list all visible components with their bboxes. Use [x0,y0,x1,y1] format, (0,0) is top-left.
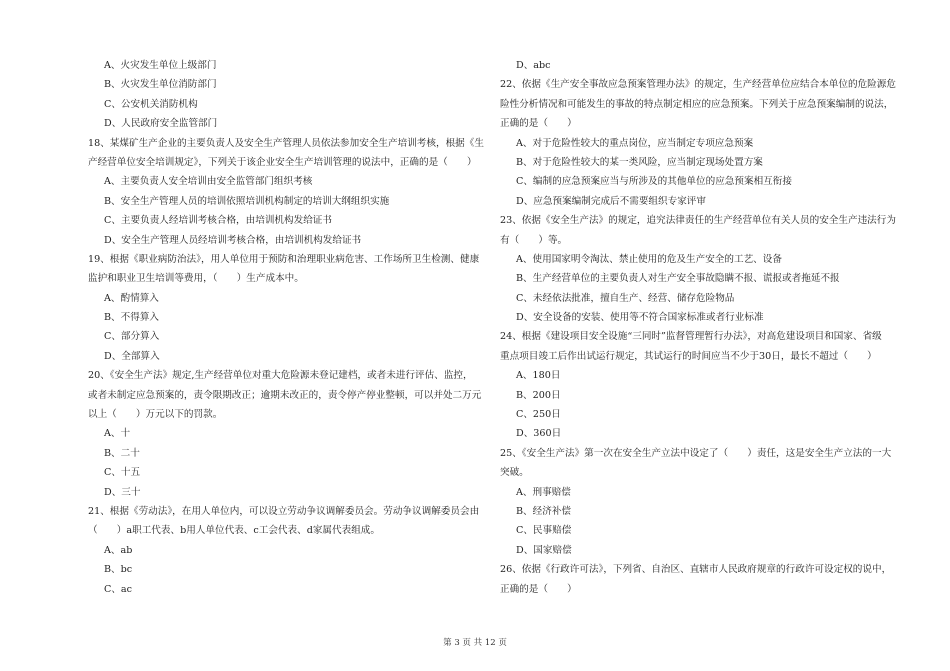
question-text: 监护和职业卫生培训等费用，（ ）生产成本中。 [88,273,304,285]
answer-option: A、使用国家明令淘汰、禁止使用的危及生产安全的工艺、设备 [516,253,782,265]
question-text: 23、依据《安全生产法》的规定，追究法律责任的生产经营单位有关人员的安全生产违法行为 [500,215,896,227]
answer-option: B、生产经营单位的主要负责人对生产安全事故隐瞒不报、谎报或者拖延不报 [516,273,840,285]
answer-option: A、火灾发生单位上级部门 [104,60,217,71]
answer-option: A、ab [104,544,133,556]
answer-option: D、三十 [104,486,141,498]
question-text: （ ）a职工代表、b用人单位代表、c工会代表、d家属代表组成。 [88,525,380,537]
answer-option: A、对于危险性较大的重点岗位，应当制定专项应急预案 [516,137,754,149]
question-text: 21、根据《劳动法》，在用人单位内，可以设立劳动争议调解委员会。劳动争议调解委员会由 [88,505,480,517]
answer-option: A、主要负责人安全培训由安全监管部门组织考核 [104,176,313,188]
answer-option: B、安全生产管理人员的培训依照培训机构制定的培训大纲组织实施 [104,195,390,207]
left-column [88,56,493,599]
answer-option: D、人民政府安全监管部门 [104,118,218,130]
answer-option: A、十 [104,428,131,440]
answer-option: C、250日 [516,409,561,421]
question-text: 以上（ ）万元以下的罚款。 [88,409,223,421]
answer-option: A、刑事赔偿 [516,486,571,498]
answer-option: C、部分算入 [104,331,160,343]
question-text: 18、某煤矿生产企业的主要负责人及安全生产管理人员依法参加安全生产培训考核，根据《生 [88,137,484,149]
question-text: 有（ ）等。 [500,234,568,246]
question-text: 25、《安全生产法》第一次在安全生产立法中设定了（ ）责任，这是安全生产立法的一大 [500,447,892,459]
question-text: 突破。 [500,467,529,479]
answer-option: D、全部算入 [104,350,160,362]
answer-option: B、二十 [104,447,140,459]
answer-option: B、经济补偿 [516,505,572,517]
answer-option: D、安全生产管理人员经培训考核合格，由培训机构发给证书 [104,234,362,246]
answer-option: C、编制的应急预案应当与所涉及的其他单位的应急预案相互衔接 [516,176,792,188]
answer-option: C、ac [104,583,133,595]
answer-option: D、abc [516,60,551,71]
answer-option: C、民事赔偿 [516,525,572,537]
answer-option: C、未经依法批准，擅自生产、经营、储存危险物品 [516,292,735,304]
question-text: 26、依据《行政许可法》，下列省、自治区、直辖市人民政府规章的行政许可设定权的说中， [500,564,892,576]
answer-option: B、火灾发生单位消防部门 [104,79,217,91]
question-text: 重点项目竣工后作出试运行规定，其试运行的时间应当不少于30日，最长不超过（ ） [500,350,877,362]
question-text: 或者未制定应急预案的，责令限期改正；逾期未改正的，责令停产停业整顿，可以并处二万元 [88,389,482,401]
answer-option: D、安全设备的安装、使用等不符合国家标准或者行业标准 [516,312,764,324]
answer-option: B、对于危险性较大的某一类风险，应当制定现场处置方案 [516,156,763,168]
question-text: 20、《安全生产法》规定,生产经营单位对重大危险源未登记建档，或者未进行评估、监控， [88,370,473,382]
answer-option: C、公安机关消防机构 [104,98,198,110]
question-text: 险性分析情况和可能发生的事故的特点制定相应的应急预案。下列关于应急预案编制的说法， [500,98,894,110]
question-text: 正确的是（ ） [500,118,577,130]
answer-option: A、酌情算入 [104,292,159,304]
answer-option: B、bc [104,564,133,576]
question-text: 19、根据《职业病防治法》，用人单位用于预防和治理职业病危害、工作场所卫生检测、健康 [88,253,480,265]
answer-option: D、应急预案编制完成后不需要组织专家评审 [516,195,706,207]
question-text: 正确的是（ ） [500,583,577,595]
answer-option: A、180日 [516,370,561,382]
answer-option: B、200日 [516,389,561,401]
question-text: 22、依据《生产安全事故应急预案管理办法》的规定，生产经营单位应结合本单位的危险源危 [500,79,896,91]
answer-option: D、360日 [516,428,562,440]
question-text: 24、根据《建设项目安全设施“三同时”监督管理暂行办法》，对高危建设项目和国家、省级 [500,331,882,343]
answer-option: C、主要负责人经培训考核合格，由培训机构发给证书 [104,215,332,227]
answer-option: B、不得算入 [104,312,160,324]
question-text: 产经营单位安全培训规定》，下列关于该企业安全生产培训管理的说法中，正确的是（ ） [88,156,477,168]
right-column [500,56,905,599]
answer-option: D、国家赔偿 [516,544,572,556]
answer-option: C、十五 [104,467,141,479]
page-footer: 第 3 页 共 12 页 [443,638,507,648]
